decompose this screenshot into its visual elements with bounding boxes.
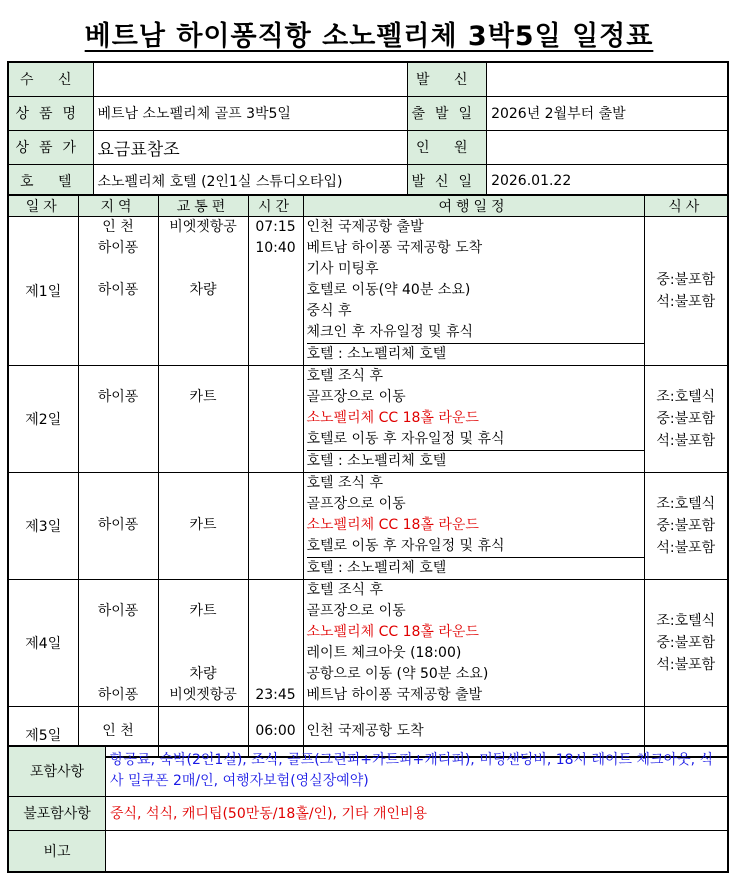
transport-line — [162, 494, 245, 515]
region-line: 인 천 — [102, 722, 134, 739]
depart-label: 출발일 — [407, 96, 487, 130]
region-line: 하이퐁 — [97, 240, 139, 256]
region-line — [82, 580, 155, 601]
itinerary-cell — [303, 217, 644, 366]
time-line — [252, 366, 300, 387]
time-line — [252, 429, 300, 450]
region-line: 하이퐁 — [97, 389, 139, 405]
transport-line — [162, 301, 245, 322]
time-line: 07:15 — [255, 219, 296, 235]
meal-item: 중:불포함 — [656, 411, 716, 427]
hotel-line: 호텔 : 소노펠리체 호텔 — [307, 343, 644, 365]
product-value: 베트남 소노펠리체 골프 3박5일 — [93, 96, 407, 130]
time-line — [252, 601, 300, 622]
itinerary-line: 베트남 하이퐁 국제공항 도착 — [306, 240, 483, 256]
region-cell — [78, 366, 158, 473]
time-line: 06:00 — [255, 722, 296, 739]
itinerary-line: 인천 국제공항 출발 — [306, 219, 424, 235]
itinerary-line: 호텔 조식 후 — [306, 582, 384, 598]
day-label: 제3일 — [8, 473, 78, 580]
itinerary-line: 골프장으로 이동 — [306, 603, 406, 619]
meal-item: 석:불포함 — [656, 294, 716, 310]
note-label: 비고 — [8, 830, 106, 872]
region-cell — [78, 217, 158, 366]
issue-value: 2026.01.22 — [487, 164, 728, 198]
transport-line — [162, 259, 245, 280]
recipient-label: 수 신 — [8, 62, 93, 96]
itinerary-line: 소노펠리체 CC 18홀 라운드 — [306, 410, 479, 426]
transport-line: 차량 — [189, 666, 217, 682]
time-line — [252, 494, 300, 515]
meal-item: 중:불포함 — [656, 272, 716, 288]
itinerary-line: 골프장으로 이동 — [306, 389, 406, 405]
transport-line — [162, 643, 245, 664]
time-line — [252, 408, 300, 429]
itinerary-line: 호텔로 이동 후 자유일정 및 휴식 — [306, 538, 505, 554]
meal-item: 중:불포함 — [656, 518, 716, 534]
meal-item: 석:불포함 — [656, 540, 716, 556]
transport-line — [162, 238, 245, 259]
region-line — [82, 408, 155, 429]
region-line — [82, 643, 155, 664]
time-line — [252, 322, 300, 343]
sender-label: 발 신 — [407, 62, 487, 96]
day-label: 제4일 — [8, 580, 78, 707]
meal-item: 조:호텔식 — [656, 496, 716, 512]
region-line: 하이퐁 — [97, 517, 139, 533]
itinerary-line: 레이트 체크아웃 (18:00) — [306, 645, 462, 661]
region-line — [82, 494, 155, 515]
transport-line — [162, 366, 245, 387]
people-field[interactable] — [487, 130, 728, 164]
header-itinerary: 여행일정 — [303, 195, 644, 217]
price-label: 상품가 — [8, 130, 93, 164]
itinerary-line: 호텔 조식 후 — [306, 368, 384, 384]
region-line: 하이퐁 — [97, 282, 139, 298]
itinerary-line: 골프장으로 이동 — [306, 496, 406, 512]
time-line — [252, 643, 300, 664]
itinerary-line: 중식 후 — [306, 303, 352, 319]
region-line — [82, 622, 155, 643]
time-line — [252, 259, 300, 280]
time-line — [252, 580, 300, 601]
day-row — [8, 473, 728, 580]
itinerary-line: 소노펠리체 CC 18홀 라운드 — [306, 517, 479, 533]
time-line: 23:45 — [255, 687, 296, 703]
hotel-value: 소노펠리체 호텔 (2인1실 스튜디오타입) — [93, 164, 407, 198]
itinerary-line: 호텔로 이동(약 40분 소요) — [306, 282, 471, 298]
region-line — [82, 536, 155, 557]
region-line — [82, 259, 155, 280]
region-line — [82, 473, 155, 494]
transport-line: 카트 — [189, 389, 217, 405]
meal-item: 조:호텔식 — [656, 389, 716, 405]
itinerary-cell — [303, 366, 644, 473]
transport-line — [162, 429, 245, 450]
transport-line — [162, 408, 245, 429]
region-line: 하이퐁 — [97, 687, 139, 703]
meal-item: 조:호텔식 — [656, 613, 716, 629]
transport-line — [162, 580, 245, 601]
page-title: 베트남 하이퐁직항 소노펠리체 3박5일 일정표 — [84, 21, 654, 52]
info-table — [7, 61, 729, 199]
meals-cell — [644, 366, 728, 473]
footer-table — [7, 745, 729, 873]
time-line — [252, 664, 300, 685]
itinerary-line: 소노펠리체 CC 18홀 라운드 — [306, 624, 479, 640]
meals-cell — [644, 217, 728, 366]
header-region: 지역 — [78, 195, 158, 217]
region-line: 하이퐁 — [97, 603, 139, 619]
exclude-label: 불포함사항 — [8, 796, 106, 830]
itinerary-cell — [303, 580, 644, 707]
itinerary-cell — [303, 473, 644, 580]
transport-cell — [158, 366, 248, 473]
hotel-label: 호 텔 — [8, 164, 93, 198]
transport-line: 비엣젯항공 — [169, 687, 237, 703]
meal-item: 석:불포함 — [656, 657, 716, 673]
people-label: 인 원 — [407, 130, 487, 164]
include-label: 포함사항 — [8, 746, 106, 796]
time-line — [252, 515, 300, 536]
hotel-line: 호텔 : 소노펠리체 호텔 — [307, 557, 644, 579]
transport-line — [162, 322, 245, 343]
meal-item: 중:불포함 — [656, 635, 716, 651]
hotel-line: 호텔 : 소노펠리체 호텔 — [307, 450, 644, 472]
time-line — [252, 473, 300, 494]
transport-cell — [158, 473, 248, 580]
itinerary-line: 호텔 조식 후 — [306, 475, 384, 491]
meals-cell — [644, 580, 728, 707]
depart-value: 2026년 2월부터 출발 — [487, 96, 728, 130]
transport-line: 비엣젯항공 — [169, 219, 237, 235]
product-label: 상품명 — [8, 96, 93, 130]
day-row — [8, 580, 728, 707]
itinerary-line: 베트남 하이퐁 국제공항 출발 — [306, 687, 483, 703]
region-line — [82, 429, 155, 450]
day-label: 제5일 — [8, 707, 78, 757]
time-cell — [248, 366, 303, 473]
meals-cell — [644, 473, 728, 580]
header-time: 시간 — [248, 195, 303, 217]
time-line — [252, 622, 300, 643]
time-cell — [248, 580, 303, 707]
day-row — [8, 366, 728, 473]
region-line — [82, 366, 155, 387]
day-row — [8, 217, 728, 366]
time-line — [252, 387, 300, 408]
transport-cell — [158, 580, 248, 707]
issue-label: 발신일 — [407, 164, 487, 198]
time-line — [252, 280, 300, 301]
sender-field[interactable] — [487, 62, 728, 96]
header-meals: 식사 — [644, 195, 728, 217]
note-field[interactable] — [106, 830, 729, 872]
price-value: 요금표참조 — [93, 130, 407, 164]
itinerary-line: 호텔로 이동 후 자유일정 및 휴식 — [306, 431, 505, 447]
region-line — [82, 664, 155, 685]
time-line — [252, 536, 300, 557]
time-line: 10:40 — [255, 240, 296, 256]
transport-line — [162, 473, 245, 494]
region-line — [82, 301, 155, 322]
schedule-table — [7, 194, 729, 758]
region-cell — [78, 473, 158, 580]
day-label: 제1일 — [8, 217, 78, 366]
transport-line: 차량 — [189, 282, 217, 298]
day-label: 제2일 — [8, 366, 78, 473]
region-cell — [78, 580, 158, 707]
exclude-value: 중식, 석식, 캐디팁(50만동/18홀/인), 기타 개인비용 — [106, 796, 729, 830]
itinerary-line: 인천 국제공항 도착 — [306, 722, 424, 739]
itinerary-line: 체크인 후 자유일정 및 휴식 — [306, 324, 474, 340]
transport-line — [162, 622, 245, 643]
time-line — [252, 301, 300, 322]
time-cell — [248, 473, 303, 580]
itinerary-line: 공항으로 이동 (약 50분 소요) — [306, 666, 489, 682]
transport-line — [162, 721, 245, 742]
region-line — [82, 322, 155, 343]
transport-line — [162, 536, 245, 557]
recipient-field[interactable] — [93, 62, 407, 96]
header-day: 일자 — [8, 195, 78, 217]
transport-cell — [158, 217, 248, 366]
meal-item: 석:불포함 — [656, 433, 716, 449]
itinerary-line: 기사 미팅후 — [306, 261, 379, 277]
include-value: 항공료, 숙박(2인1실), 조식, 골프(그린피+카트피+캐디피), 미팅샌딩비, 18시 레이트 체크아웃, 식사 밀쿠폰 2매/인, 여행자보험(영실장예약) — [106, 746, 729, 796]
transport-line: 카트 — [189, 603, 217, 619]
header-transport: 교통편 — [158, 195, 248, 217]
transport-line: 카트 — [189, 517, 217, 533]
time-cell — [248, 217, 303, 366]
region-line: 인 천 — [102, 219, 134, 235]
